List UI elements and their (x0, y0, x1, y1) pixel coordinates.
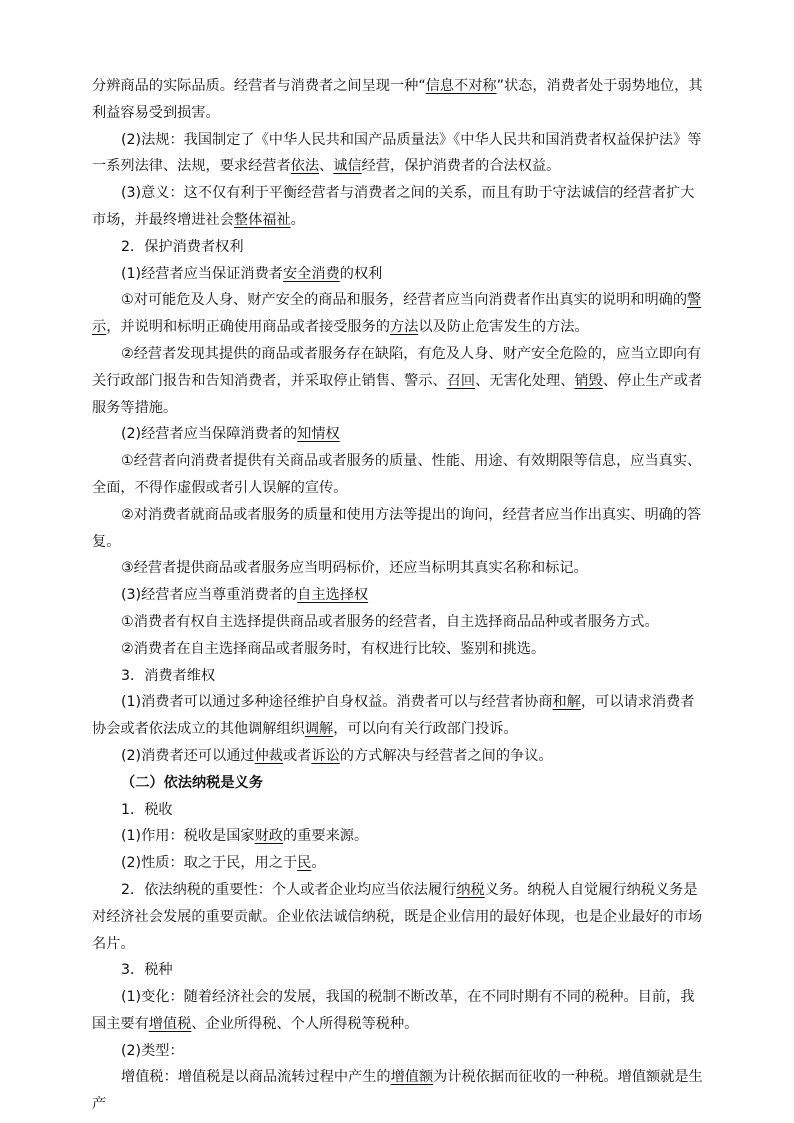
underlined-term: 诚信 (333, 158, 362, 175)
text-run: (2)性质：取之于民，用之于 (121, 855, 298, 872)
text-run: 增值税：增值税是以商品流转过程中产生的 (121, 1069, 391, 1086)
underlined-term: 知情权 (297, 426, 340, 443)
text-run: ”状态，消费者处于弱势地位，其利益容易受到损害。 (92, 78, 703, 121)
text-run: (2)消费者还可以通过 (121, 747, 255, 764)
text-run: 、无害化处理、 (475, 372, 575, 389)
text-run: (1)作用：税收是国家 (121, 828, 255, 845)
text-run: 以及防止危害发生的方法。 (418, 319, 589, 336)
paragraph-p20 (92, 823, 704, 850)
paragraph-p22 (92, 877, 704, 957)
text-run: (2)类型： (121, 1042, 184, 1059)
underlined-term: 整体福祉 (233, 211, 291, 228)
text-run: ②经营者发现其提供的商品或者服务存在缺陷，有危及人身、财产安全危险的，应当立即向有关行政部门报告和告知消费者，并采取停止销售、警示、 (92, 345, 702, 389)
paragraph-p16 (92, 689, 704, 743)
text-run: (3)经营者应当尊重消费者的 (121, 587, 298, 604)
paragraph-p9 (92, 448, 704, 502)
text-run: ①经营者向消费者提供有关商品或者服务的质量、性能、用途、有效期限等信息，应当真实、全面，不得作虚假或者引人误解的宣传。 (92, 453, 702, 496)
underlined-term: 仲裁 (254, 747, 283, 764)
paragraph-p11 (92, 555, 704, 582)
paragraph-p17 (92, 743, 704, 770)
underlined-term: 调解 (304, 721, 334, 738)
underlined-term: 自主选择权 (297, 587, 369, 604)
paragraph-p18 (92, 770, 704, 797)
paragraph-p7 (92, 341, 704, 421)
text-run: 分辨商品的实际品质。经营者与消费者之间呈现一种“ (92, 78, 426, 94)
paragraph-p24 (92, 984, 704, 1038)
text-run: (3)意义：这不仅有利于平衡经营者与消费者之间的关系，而且有助于守法诚信的经营者扩大市场，并最终增进社会 (92, 185, 695, 228)
underlined-term: 和解 (552, 694, 581, 711)
text-run: 、企业所得税、个人所得税等税种。 (191, 1015, 419, 1032)
text-run: 经营，保护消费者的合法权益。 (361, 158, 561, 175)
text-run: ①对可能危及人身、财产安全的商品和服务，经营者应当向消费者作出真实的说明和明确的 (121, 292, 688, 309)
paragraph-p25 (92, 1038, 704, 1065)
text-run: 义务。纳税人自觉履行纳税义务是对经济社会发展的重要贡献。企业依法诚信纳税，既是企业信用的最好体现，也是企业最好的市场名片。 (92, 881, 703, 952)
text-run: (2)经营者应当保障消费者的 (121, 426, 298, 443)
text-run: 2．依法纳税的重要性：个人或者企业均应当依法履行 (121, 881, 457, 898)
text-run: 、 (319, 158, 334, 175)
text-run: ③经营者提供商品或者服务应当明码标价，还应当标明其真实名称和标记。 (121, 560, 588, 577)
text-run: 的权利 (339, 265, 383, 282)
paragraph-p2 (92, 127, 704, 181)
underlined-term: 纳税 (456, 881, 485, 898)
text-run: 为计税依据而征收的一种税。增值额就是生产 (92, 1069, 703, 1113)
underlined-term: 增值额 (390, 1069, 434, 1086)
paragraph-p1 (92, 73, 704, 127)
underlined-term: 依法 (290, 158, 320, 175)
text-run: (1)变化：随着经济社会的发展，我国的税制不断改革，在不同时期有不同的税种。目前，我国主要有 (92, 989, 695, 1032)
text-run: 、停止生产或者服务等措施。 (92, 372, 703, 416)
underlined-term: 民 (297, 855, 312, 872)
text-run: 3．消费者维权 (121, 667, 216, 684)
text-run: ①消费者有权自主选择提供商品或者服务的经营者，自主选择商品品种或者服务方式。 (121, 613, 659, 630)
paragraph-p15 (92, 663, 704, 690)
text-run: 2．保护消费者权利 (121, 238, 244, 255)
paragraph-p8 (92, 421, 704, 448)
text-run: 的重要来源。 (283, 828, 369, 845)
paragraph-p10 (92, 502, 704, 556)
text-run: (1)经营者应当保证消费者 (121, 265, 283, 282)
paragraph-p13 (92, 609, 704, 636)
underlined-term: 警示 (92, 292, 702, 336)
paragraph-p23 (92, 957, 704, 984)
text-run: 。 (290, 211, 305, 228)
paragraph-p5 (92, 261, 704, 288)
paragraph-p19 (92, 797, 704, 824)
paragraph-p4 (92, 234, 704, 261)
paragraph-p21 (92, 850, 704, 877)
paragraph-p6 (92, 287, 704, 341)
text-run: 。 (311, 855, 326, 872)
text-run: ，并说明和标明正确使用商品或者接受服务的 (106, 319, 390, 336)
text-run: 或者 (283, 747, 312, 764)
paragraph-p12 (92, 582, 704, 609)
underlined-term: 安全消费 (282, 265, 340, 282)
paragraph-p3 (92, 180, 704, 234)
text-run: ，可以向有关行政部门投诉。 (333, 721, 518, 738)
text-run: 的方式解决与经营者之间的争议。 (339, 747, 553, 764)
underlined-term: 销毁 (574, 372, 603, 389)
underlined-term: 财政 (254, 828, 283, 845)
paragraph-p26 (92, 1064, 704, 1118)
text-run: 3．税种 (121, 962, 173, 979)
text-run: （二）依法纳税是义务 (121, 774, 263, 791)
underlined-term: 信息不对称 (425, 78, 497, 94)
underlined-term: 增值税 (148, 1015, 192, 1032)
underlined-term: 召回 (446, 372, 476, 389)
text-run: ，可以请求消费者协会或者依法成立的其他调解组织 (92, 694, 695, 738)
underlined-term: 诉讼 (311, 747, 340, 764)
underlined-term: 方法 (389, 319, 419, 336)
text-run: 1．税收 (121, 801, 173, 818)
text-run: (2)法规：我国制定了《中华人民共和国产品质量法》《中华人民共和国消费者权益保护法》等一系列法律、法规，要求经营者 (92, 131, 702, 175)
text-run: (1)消费者可以通过多种途径维护自身权益。消费者可以与经营者协商 (121, 694, 553, 711)
paragraph-p14 (92, 636, 704, 663)
text-run: ②对消费者就商品或者服务的质量和使用方法等提出的询问，经营者应当作出真实、明确的答复。 (92, 506, 702, 550)
text-run: ②消费者在自主选择商品或者服务时，有权进行比较、鉴别和挑选。 (121, 640, 546, 657)
